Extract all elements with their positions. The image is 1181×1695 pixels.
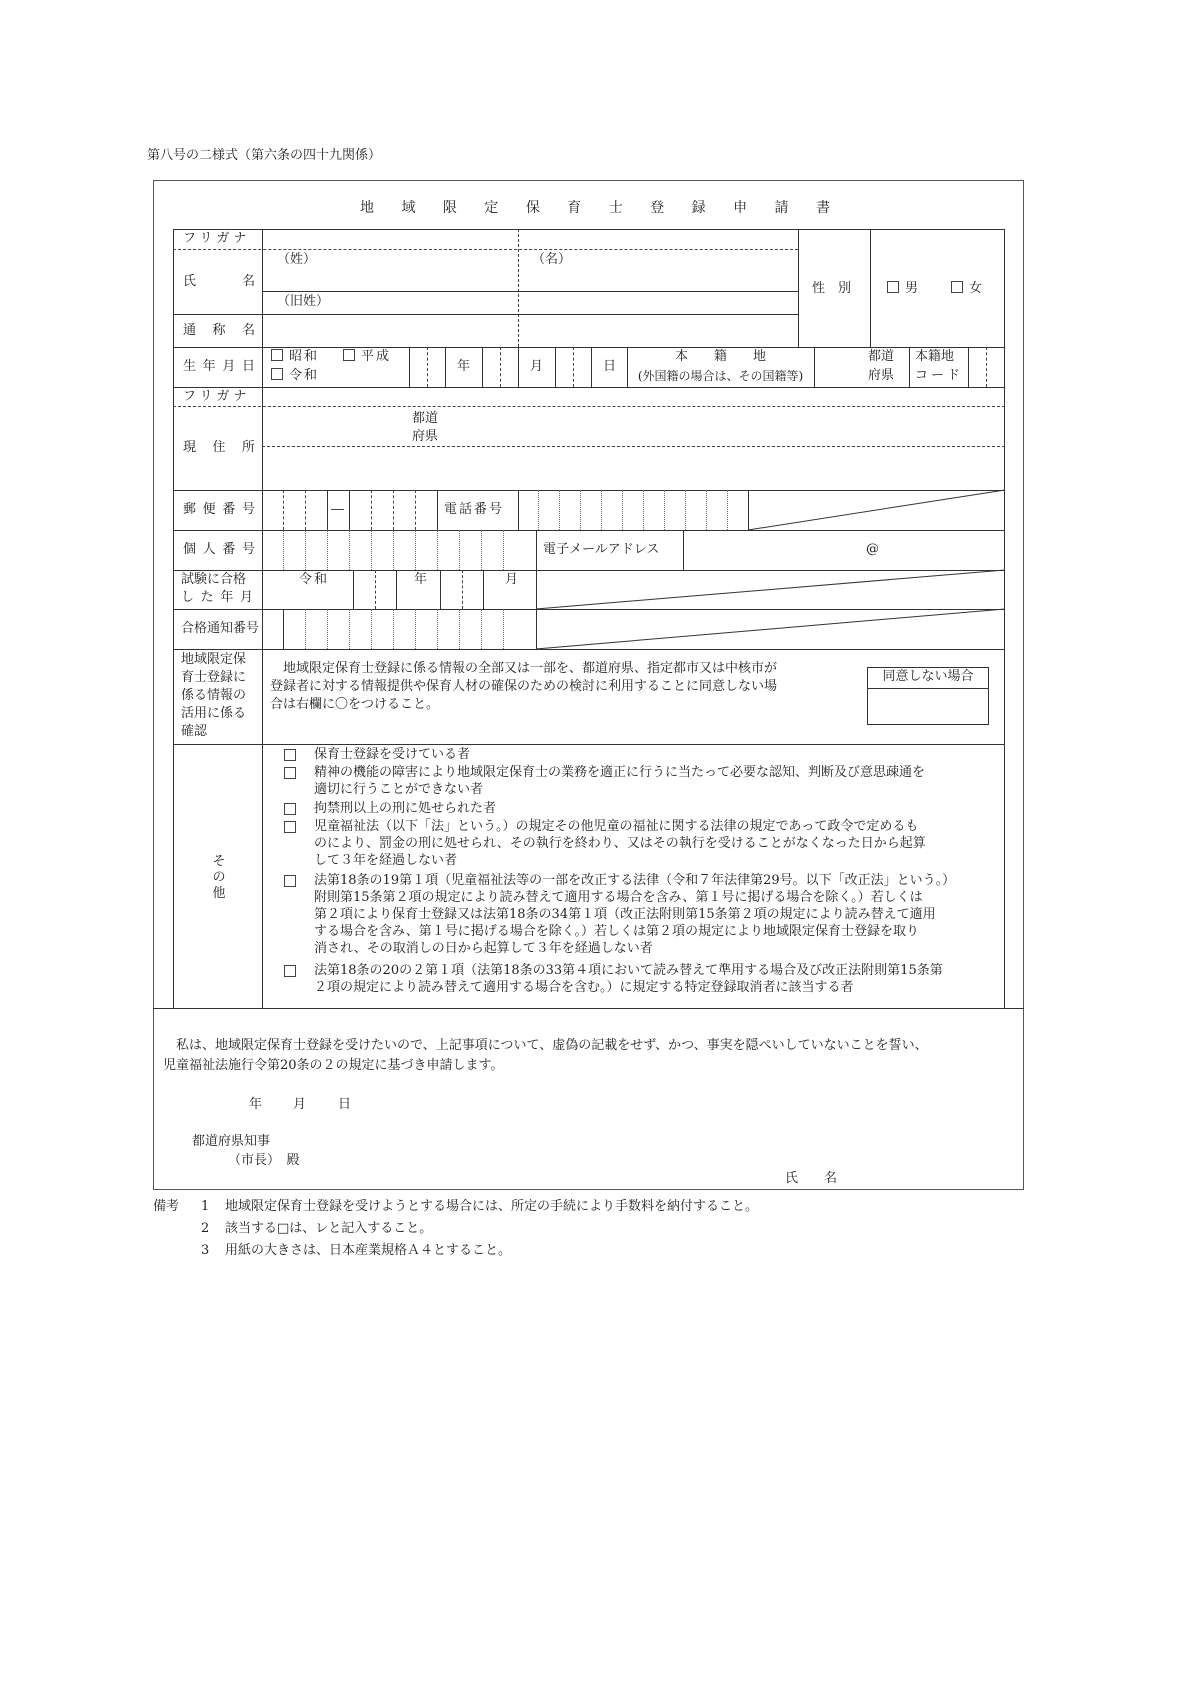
label-char: し bbox=[181, 590, 195, 605]
label-char: 人 bbox=[202, 542, 216, 557]
form-number-header: 第八号の二様式（第六条の四十九関係） bbox=[147, 148, 382, 163]
email-input[interactable] bbox=[684, 531, 1004, 569]
alias-input[interactable] bbox=[263, 315, 798, 346]
consent-text-line3: 合は右欄に〇をつけること。 bbox=[270, 697, 440, 712]
label-char: 現 bbox=[183, 440, 197, 455]
postal-separator: ― bbox=[331, 502, 344, 517]
label-char: 所 bbox=[241, 440, 255, 455]
honseki-code-input[interactable] bbox=[969, 348, 1004, 386]
label-char: 月 bbox=[222, 359, 236, 374]
disqualification-checkbox-1[interactable] bbox=[284, 749, 296, 761]
checkbox-female[interactable] bbox=[951, 281, 963, 293]
birth-day-input[interactable] bbox=[556, 348, 591, 386]
item-line: 法第18条の20の２第１項（法第18条の33第４項において読み替えて準用する場合及び改正法附則第15条第 bbox=[314, 963, 943, 978]
signature-label: 氏 名 bbox=[785, 1171, 838, 1186]
label-char: 氏 bbox=[183, 274, 197, 289]
label-char: 生 bbox=[183, 359, 197, 374]
exam-month-input[interactable] bbox=[441, 571, 483, 608]
former-surname-input[interactable] bbox=[263, 292, 798, 313]
address-prefecture-input[interactable] bbox=[263, 407, 408, 445]
note-number-3: 3 bbox=[201, 1243, 210, 1258]
label-char: 郵 bbox=[183, 502, 197, 517]
honseki-code-label-2: コード bbox=[915, 368, 964, 383]
checkbox-male[interactable] bbox=[887, 281, 899, 293]
item-line: する場合を含み、第１号に掲げる場合を除く。）若しくは第２項の規定により地域限定保育士登録を取り bbox=[314, 924, 920, 939]
struck-out-cell bbox=[536, 570, 1005, 609]
honseki-code-label-1: 本籍地 bbox=[915, 349, 955, 364]
option-label: 男 bbox=[905, 281, 919, 296]
title-char: 域 bbox=[401, 200, 416, 216]
option-label: 昭和 bbox=[289, 349, 320, 364]
title-char: 地 bbox=[360, 200, 374, 216]
cell-divider bbox=[518, 347, 519, 387]
cell-divider bbox=[591, 347, 592, 387]
title-char: 限 bbox=[442, 200, 457, 216]
label-char: 他 bbox=[212, 886, 226, 901]
given-name-hint: （名） bbox=[532, 252, 572, 267]
disagree-mark-field[interactable] bbox=[868, 689, 988, 724]
address-city-input[interactable] bbox=[450, 407, 1004, 445]
item-line: 児童福祉法（以下「法」という。）の規定その他児童の福祉に関する法律の規定であって政令で定めるも bbox=[314, 819, 919, 834]
era-option-showa[interactable] bbox=[271, 349, 319, 365]
disagree-box-label: 同意しない場合 bbox=[882, 669, 974, 684]
former-surname-hint: （旧姓） bbox=[277, 294, 330, 309]
label-char: 年 bbox=[202, 359, 216, 374]
disqualification-checkbox-5[interactable] bbox=[284, 875, 296, 887]
address-label bbox=[183, 440, 255, 456]
addressee-line1: 都道府県知事 bbox=[192, 1134, 271, 1149]
consent-top-divider bbox=[173, 649, 1005, 650]
gender-option-female[interactable] bbox=[951, 281, 982, 297]
cell-divider bbox=[483, 570, 484, 609]
surname-hint: （姓） bbox=[277, 252, 317, 267]
applicant-signature-input[interactable] bbox=[850, 1166, 1010, 1188]
honseki-label: 本 籍 地 bbox=[674, 349, 766, 364]
item-line: 適切に行うことができない者 bbox=[314, 782, 484, 797]
disqualification-checkbox-6[interactable] bbox=[284, 965, 296, 977]
pass-notice-label: 合格通知番号 bbox=[181, 621, 260, 636]
personal-number-input[interactable] bbox=[263, 531, 535, 569]
item-line: 精神の機能の障害により地域限定保育士の業務を適正に行うに当たって必要な認知、判断及び意思疎通を bbox=[314, 765, 926, 780]
consent-text-line1: 地域限定保育士登録に係る情報の全部又は一部を、都道府県、指定都市又は中核市が bbox=[270, 661, 778, 676]
exam-label-line2 bbox=[181, 590, 253, 606]
birth-month-input[interactable] bbox=[483, 348, 518, 386]
item-line: して３年を経過しない者 bbox=[314, 853, 458, 868]
title-char: 保 bbox=[525, 200, 540, 216]
title-char: 士 bbox=[608, 200, 623, 216]
option-label: 令和 bbox=[289, 368, 320, 383]
item-line: ２項の規定により読み替えて適用する場合を含む。）に規定する特定登録取消者に該当する者 bbox=[314, 980, 854, 995]
consent-label-2: 育士登録に bbox=[181, 670, 247, 685]
title-char: 申 bbox=[733, 200, 748, 216]
label-char: 号 bbox=[241, 502, 255, 517]
title-char: 育 bbox=[567, 200, 582, 216]
form-title bbox=[360, 197, 830, 217]
address-prefecture-1: 都道 bbox=[412, 411, 439, 426]
label-char: 住 bbox=[212, 440, 226, 455]
given-name-input[interactable] bbox=[519, 250, 797, 290]
gender-label-divider bbox=[798, 229, 799, 347]
item-line: のにより、罰金の刑に処せられ、その執行を終わり、又はその執行を受けることがなくなった日から起算 bbox=[314, 836, 926, 851]
label-char: そ bbox=[212, 854, 226, 869]
date-year-label: 年 bbox=[249, 1097, 263, 1112]
item-line: 附則第15条第２項の規定により読み替えて適用する場合を含み、第１号に掲げる場合を除く。）若しくは bbox=[314, 890, 923, 905]
struck-out-cell bbox=[536, 609, 1005, 649]
title-char: 録 bbox=[691, 200, 706, 216]
item-line: 法第18条の19第１項（児童福祉法等の一部を改正する法律（令和７年法律第29号。以下「改正法」という。） bbox=[314, 873, 956, 888]
furigana-label: フリガナ bbox=[183, 231, 251, 246]
honseki-prefecture-input[interactable] bbox=[815, 348, 865, 386]
name-label bbox=[183, 274, 255, 290]
gender-label: 性 別 bbox=[812, 281, 852, 296]
option-label: 女 bbox=[969, 281, 983, 296]
personal-number-label bbox=[183, 542, 255, 558]
birth-year-input[interactable] bbox=[410, 348, 445, 386]
era-option-reiwa[interactable] bbox=[271, 368, 319, 384]
email-label: 電子メールアドレス bbox=[543, 542, 660, 557]
gender-option-male[interactable] bbox=[887, 281, 918, 297]
date-day-label: 日 bbox=[338, 1097, 352, 1112]
other-label bbox=[211, 854, 227, 902]
note-text-2: 該当する□は、レと記入すること。 bbox=[225, 1221, 433, 1236]
phone-label: 電話番号 bbox=[444, 502, 505, 517]
consent-text-line2: 登録者に対する情報提供や保育人材の確保のための検討に利用することに同意しない場 bbox=[270, 679, 778, 694]
consent-label-3: 係る情報の bbox=[181, 688, 247, 703]
birth-label bbox=[183, 359, 255, 375]
cell-divider bbox=[445, 347, 446, 387]
item-line: 拘禁刑以上の刑に処せられた者 bbox=[314, 801, 497, 816]
exam-year-label: 年 bbox=[414, 572, 428, 587]
item-line: 消され、その取消しの日から起算して３年を経過しない者 bbox=[314, 941, 653, 956]
cell-divider bbox=[909, 347, 910, 387]
disqualification-checkbox-3[interactable] bbox=[284, 803, 296, 815]
cell-divider bbox=[396, 570, 397, 609]
birth-month-label: 月 bbox=[530, 359, 544, 374]
struck-out-cell bbox=[748, 490, 1005, 530]
label-char: 個 bbox=[183, 542, 197, 557]
label-char: 便 bbox=[202, 502, 216, 517]
date-month-label: 月 bbox=[293, 1097, 307, 1112]
given-name-furigana-input[interactable] bbox=[519, 230, 797, 248]
postal-code-second-input[interactable] bbox=[350, 491, 437, 529]
label-char: 号 bbox=[241, 542, 255, 557]
pass-notice-number-input[interactable] bbox=[284, 610, 535, 648]
label-char: の bbox=[212, 870, 226, 885]
email-at-sign: @ bbox=[866, 542, 879, 557]
consent-label-4: 活用に係る bbox=[181, 706, 247, 721]
honseki-sublabel: (外国籍の場合は、その国籍等) bbox=[637, 369, 804, 383]
label-char: 日 bbox=[241, 359, 255, 374]
label-char: 年 bbox=[220, 590, 234, 605]
note-text-3: 用紙の大きさは、日本産業規格Ａ４とすること。 bbox=[225, 1243, 512, 1258]
note-number-1: 1 bbox=[201, 1199, 210, 1214]
title-char: 定 bbox=[484, 200, 499, 216]
item-line: 第２項により保育士登録又は法第18条の34第１項（改正法附則第15条第２項の規定により読み替えて適用 bbox=[314, 907, 936, 922]
address-furigana-input[interactable] bbox=[263, 388, 1004, 405]
cell-divider bbox=[536, 530, 537, 570]
birth-day-label: 日 bbox=[603, 359, 617, 374]
addressee-line2: （市長） 殿 bbox=[228, 1153, 300, 1168]
honseki-prefecture-suffix-1: 都道 bbox=[868, 349, 895, 364]
exam-month-label: 月 bbox=[505, 572, 519, 587]
title-char: 登 bbox=[650, 200, 665, 216]
era-option-heisei[interactable] bbox=[343, 349, 391, 365]
birth-year-label: 年 bbox=[457, 359, 471, 374]
table-left-border bbox=[173, 229, 174, 1008]
consent-label-1: 地域限定保 bbox=[181, 652, 247, 667]
other-top-divider bbox=[173, 744, 1005, 745]
exam-era: 令和 bbox=[299, 572, 330, 587]
label-char: 称 bbox=[212, 323, 226, 338]
label-char: 名 bbox=[241, 274, 255, 289]
gender-options-divider bbox=[870, 229, 871, 347]
phone-number-input[interactable] bbox=[519, 491, 748, 529]
item-line: 保育士登録を受けている者 bbox=[314, 747, 471, 762]
exam-year-input[interactable] bbox=[354, 571, 396, 608]
table-bottom-border bbox=[153, 1008, 1024, 1009]
declaration-line1: 私は、地域限定保育士登録を受けたいので、上記事項について、虚偽の記載をせず、かつ、事実を隠ぺいしていないことを誓い、 bbox=[163, 1038, 928, 1053]
alias-label bbox=[183, 323, 255, 339]
address-furigana-label: フリガナ bbox=[183, 389, 251, 404]
note-number-2: 2 bbox=[201, 1221, 210, 1236]
cell-divider bbox=[327, 490, 328, 530]
consent-label-5: 確認 bbox=[181, 724, 208, 739]
exam-label-line1: 試験に合格 bbox=[181, 572, 247, 587]
label-char: 番 bbox=[222, 542, 236, 557]
application-date-input[interactable] bbox=[200, 1094, 360, 1116]
note-text-1: 地域限定保育士登録を受けようとする場合には、所定の手続により手数料を納付すること。 bbox=[225, 1199, 759, 1214]
label-char: 番 bbox=[222, 502, 236, 517]
notes-heading: 備考 bbox=[153, 1199, 180, 1214]
cell-divider bbox=[437, 490, 438, 530]
postal-label bbox=[183, 502, 255, 518]
checkbox-reiwa[interactable] bbox=[271, 368, 283, 380]
address-detail-input[interactable] bbox=[263, 447, 1004, 489]
declaration-line2: 児童福祉法施行令第20条の２の規定に基づき申請します。 bbox=[163, 1058, 504, 1073]
option-label: 平成 bbox=[361, 349, 392, 364]
surname-furigana-input[interactable] bbox=[263, 230, 517, 248]
label-char: 通 bbox=[183, 323, 197, 338]
title-char: 書 bbox=[815, 200, 830, 216]
label-char: た bbox=[200, 590, 214, 605]
honseki-prefecture-suffix-2: 府県 bbox=[868, 368, 895, 383]
title-char: 請 bbox=[774, 200, 789, 216]
surname-input[interactable] bbox=[263, 250, 517, 290]
address-prefecture-2: 府県 bbox=[412, 429, 439, 444]
checkbox-heisei[interactable] bbox=[343, 349, 355, 361]
disqualification-checkbox-4[interactable] bbox=[284, 821, 296, 833]
checkbox-showa[interactable] bbox=[271, 349, 283, 361]
postal-code-first-input[interactable] bbox=[263, 491, 327, 529]
label-char: 月 bbox=[239, 590, 253, 605]
label-char: 名 bbox=[241, 323, 255, 338]
disqualification-checkbox-2[interactable] bbox=[284, 767, 296, 779]
